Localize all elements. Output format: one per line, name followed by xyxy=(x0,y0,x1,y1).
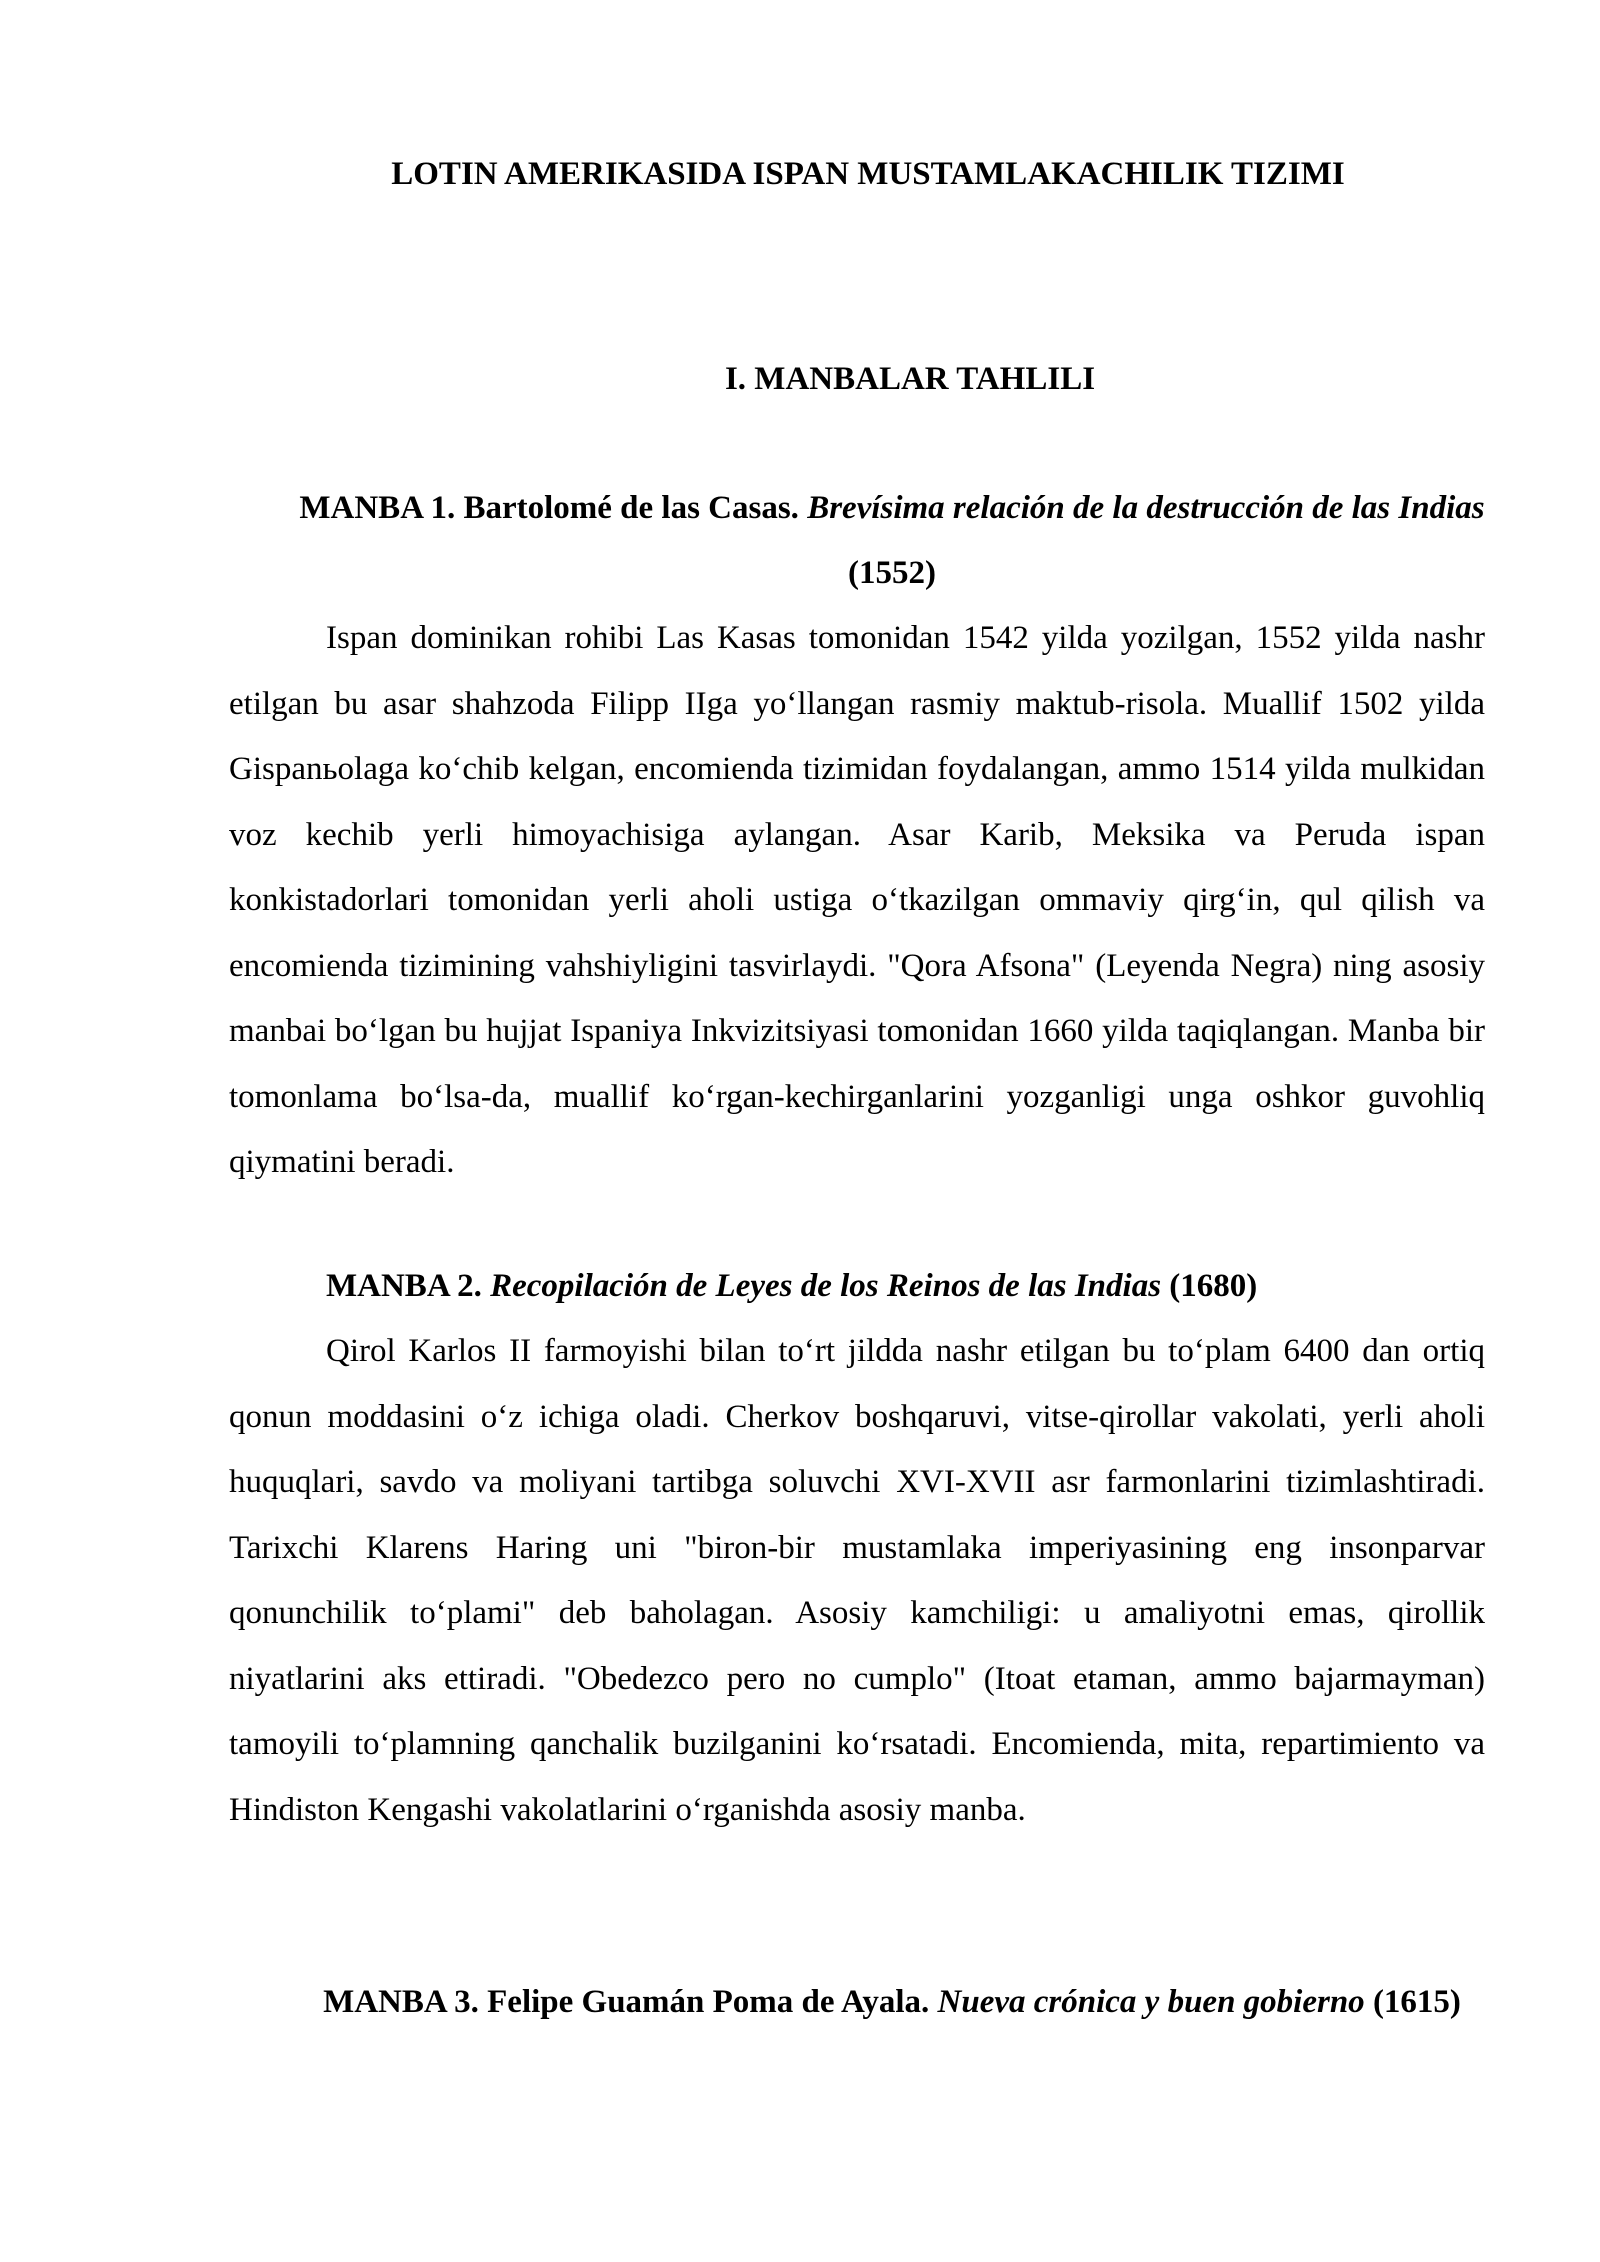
source-work-title: Recopilación de Leyes de los Reinos de las Indias xyxy=(490,1268,1162,1304)
source-heading xyxy=(229,476,1485,606)
source-label: MANBA 2. xyxy=(326,1268,482,1304)
source-description: Ispan dominikan rohibi Las Kasas tomonidan 1542 yilda yozilgan, 1552 yilda nashr etilgan bu asar shahzoda Filipp IIga yo‘llangan rasmiy maktub-risola. Muallif 1502 yilda Gispanьolaga ko‘chib kelgan, encomienda tizimidan foydalangan, ammo 1514 yilda mulkidan voz kechib yerli himoyachisiga aylangan. Asar Karib, Meksika va Peruda ispan konkistadorlari tomonidan yerli aholi ustiga o‘tkazilgan ommaviy qirg‘in, qul qilish va encomienda tizimining vahshiyligini tasvirlaydi. "Qora Afsona" (Leyenda Negra) ning asosiy manbai bo‘lgan bu hujjat Ispaniya Inkvizitsiyasi tomonidan 1660 yilda taqiqlangan. Manba bir tomonlama bo‘lsa-da, muallif ko‘rgan-kechirganlarini yozganligi unga oshkor guvohliq qiymatini beradi. xyxy=(229,620,1485,1180)
source-year: (1615) xyxy=(1372,1984,1461,2020)
source-block-2 xyxy=(229,1254,1485,1843)
source-block-3 xyxy=(229,1970,1485,2035)
source-work-title: Brevísima relación de la destrucción de las Indias xyxy=(807,490,1485,526)
section-title: I. MANBALAR TAHLILI xyxy=(724,361,1096,397)
source-block-1 xyxy=(229,476,1485,1196)
source-year: (1552) xyxy=(848,555,936,591)
source-heading xyxy=(229,1254,1485,1319)
source-work-title: Nueva crónica y buen gobierno xyxy=(937,1984,1365,2020)
document-title: LOTIN AMERIKASIDA ISPAN MUSTAMLAKACHILIK TIZIMI xyxy=(391,156,1345,192)
source-description: Qirol Karlos II farmoyishi bilan to‘rt jildda nashr etilgan bu to‘plam 6400 dan ortiq qonun moddasini o‘z ichiga oladi. Cherkov boshqaruvi, vitse-qirollar vakolati, yerli aholi huquqlari, savdo va moliyani tartibga soluvchi XVI-XVII asr farmonlarini tizimlashtiradi. Tarixchi Klarens Haring uni "biron-bir mustamlaka imperiyasining eng insonparvar qonunchilik to‘plami" deb baholagan. Asosiy kamchiligi: u amaliyotni emas, qirollik niyatlarini aks ettiradi. "Obedezco pero no cumplo" (Itoat etaman, ammo bajarmayman) tamoyili to‘plamning qanchalik buzilganini ko‘rsatadi. Encomienda, mita, repartimiento va Hindiston Kengashi vakolatlarini o‘rganishda asosiy manba. xyxy=(229,1333,1485,1828)
source-label: MANBA 3. Felipe Guamán Poma de Ayala. xyxy=(323,1984,930,2020)
source-year: (1680) xyxy=(1169,1268,1258,1304)
source-heading xyxy=(229,1970,1485,2035)
source-label: MANBA 1. Bartolomé de las Casas. xyxy=(299,490,799,526)
